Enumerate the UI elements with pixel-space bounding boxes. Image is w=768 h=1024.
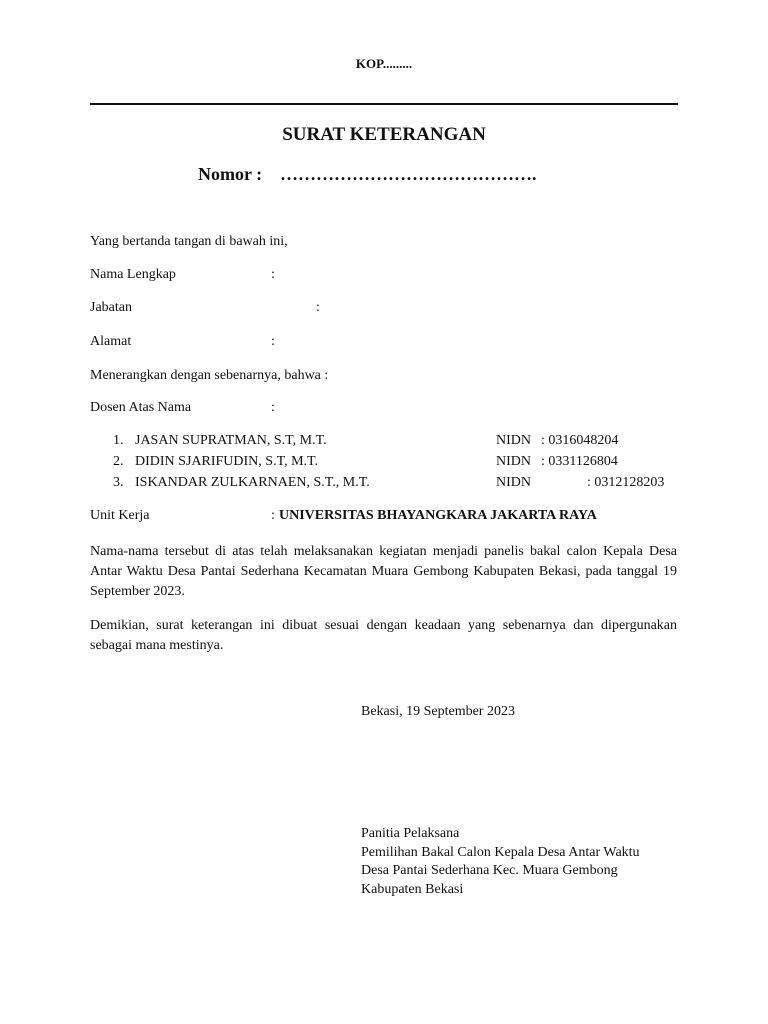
dosen-label: Dosen Atas Nama xyxy=(90,400,192,415)
signature-line-3: Desa Pantai Sederhana Kec. Muara Gembong xyxy=(361,863,618,878)
nidn-value: : 0312128203 xyxy=(587,475,665,490)
jabatan-label: Jabatan xyxy=(90,300,132,315)
body-paragraph-1: Nama-nama tersebut di atas telah melaksanakan kegiatan menjadi panelis bakal calon Kepala Desa Antar Waktu Desa Pantai Sederhana Kecamatan Muara Gembong Kabupaten Bekasi, pada tanggal 19 September 2023. xyxy=(90,544,677,599)
nomor-label: Nomor : xyxy=(198,164,263,184)
statement-text: Menerangkan dengan sebenarnya, bahwa : xyxy=(90,368,329,383)
unit-kerja-label: Unit Kerja xyxy=(90,508,150,523)
unit-kerja-value: UNIVERSITAS BHAYANGKARA JAKARTA RAYA xyxy=(279,508,597,523)
nama-label: Nama Lengkap xyxy=(90,267,176,282)
alamat-colon: : xyxy=(271,334,275,349)
signature-block xyxy=(361,825,640,899)
nidn-label: NIDN xyxy=(496,475,531,490)
lecturer-name: ISKANDAR ZULKARNAEN, S.T., M.T. xyxy=(135,475,370,490)
signature-line-1: Panitia Pelaksana xyxy=(361,826,460,841)
nidn-value: : 0316048204 xyxy=(541,433,619,448)
nidn-value: : 0331126804 xyxy=(541,454,618,469)
letterhead-placeholder: KOP......... xyxy=(355,56,413,71)
nidn-label: NIDN xyxy=(496,433,531,448)
place-date: Bekasi, 19 September 2023 xyxy=(361,704,515,719)
alamat-label: Alamat xyxy=(90,334,132,349)
lecturer-name: JASAN SUPRATMAN, S.T, M.T. xyxy=(135,433,327,448)
dosen-colon: : xyxy=(271,400,275,415)
document-title: SURAT KETERANGAN xyxy=(282,124,486,145)
signature-line-2: Pemilihan Bakal Calon Kepala Desa Antar Waktu xyxy=(361,844,640,860)
nama-colon: : xyxy=(271,267,275,282)
lecturer-name: DIDIN SJARIFUDIN, S.T, M.T. xyxy=(135,454,319,469)
body-paragraph-2: Demikian, surat keterangan ini dibuat sesuai dengan keadaan yang sebenarnya dan dipergunakan sebagai mana mestinya. xyxy=(90,618,677,653)
nidn-label: NIDN xyxy=(496,454,531,469)
signature-line-4: Kabupaten Bekasi xyxy=(361,881,464,897)
header-divider xyxy=(90,103,678,105)
list-number: 1. xyxy=(113,433,124,448)
list-number: 2. xyxy=(113,454,124,469)
jabatan-colon: : xyxy=(316,300,320,315)
unit-kerja-colon: : xyxy=(271,508,275,523)
list-number: 3. xyxy=(113,475,124,490)
nomor-value: ……………………………………. xyxy=(280,164,537,184)
intro-text: Yang bertanda tangan di bawah ini, xyxy=(90,234,288,249)
